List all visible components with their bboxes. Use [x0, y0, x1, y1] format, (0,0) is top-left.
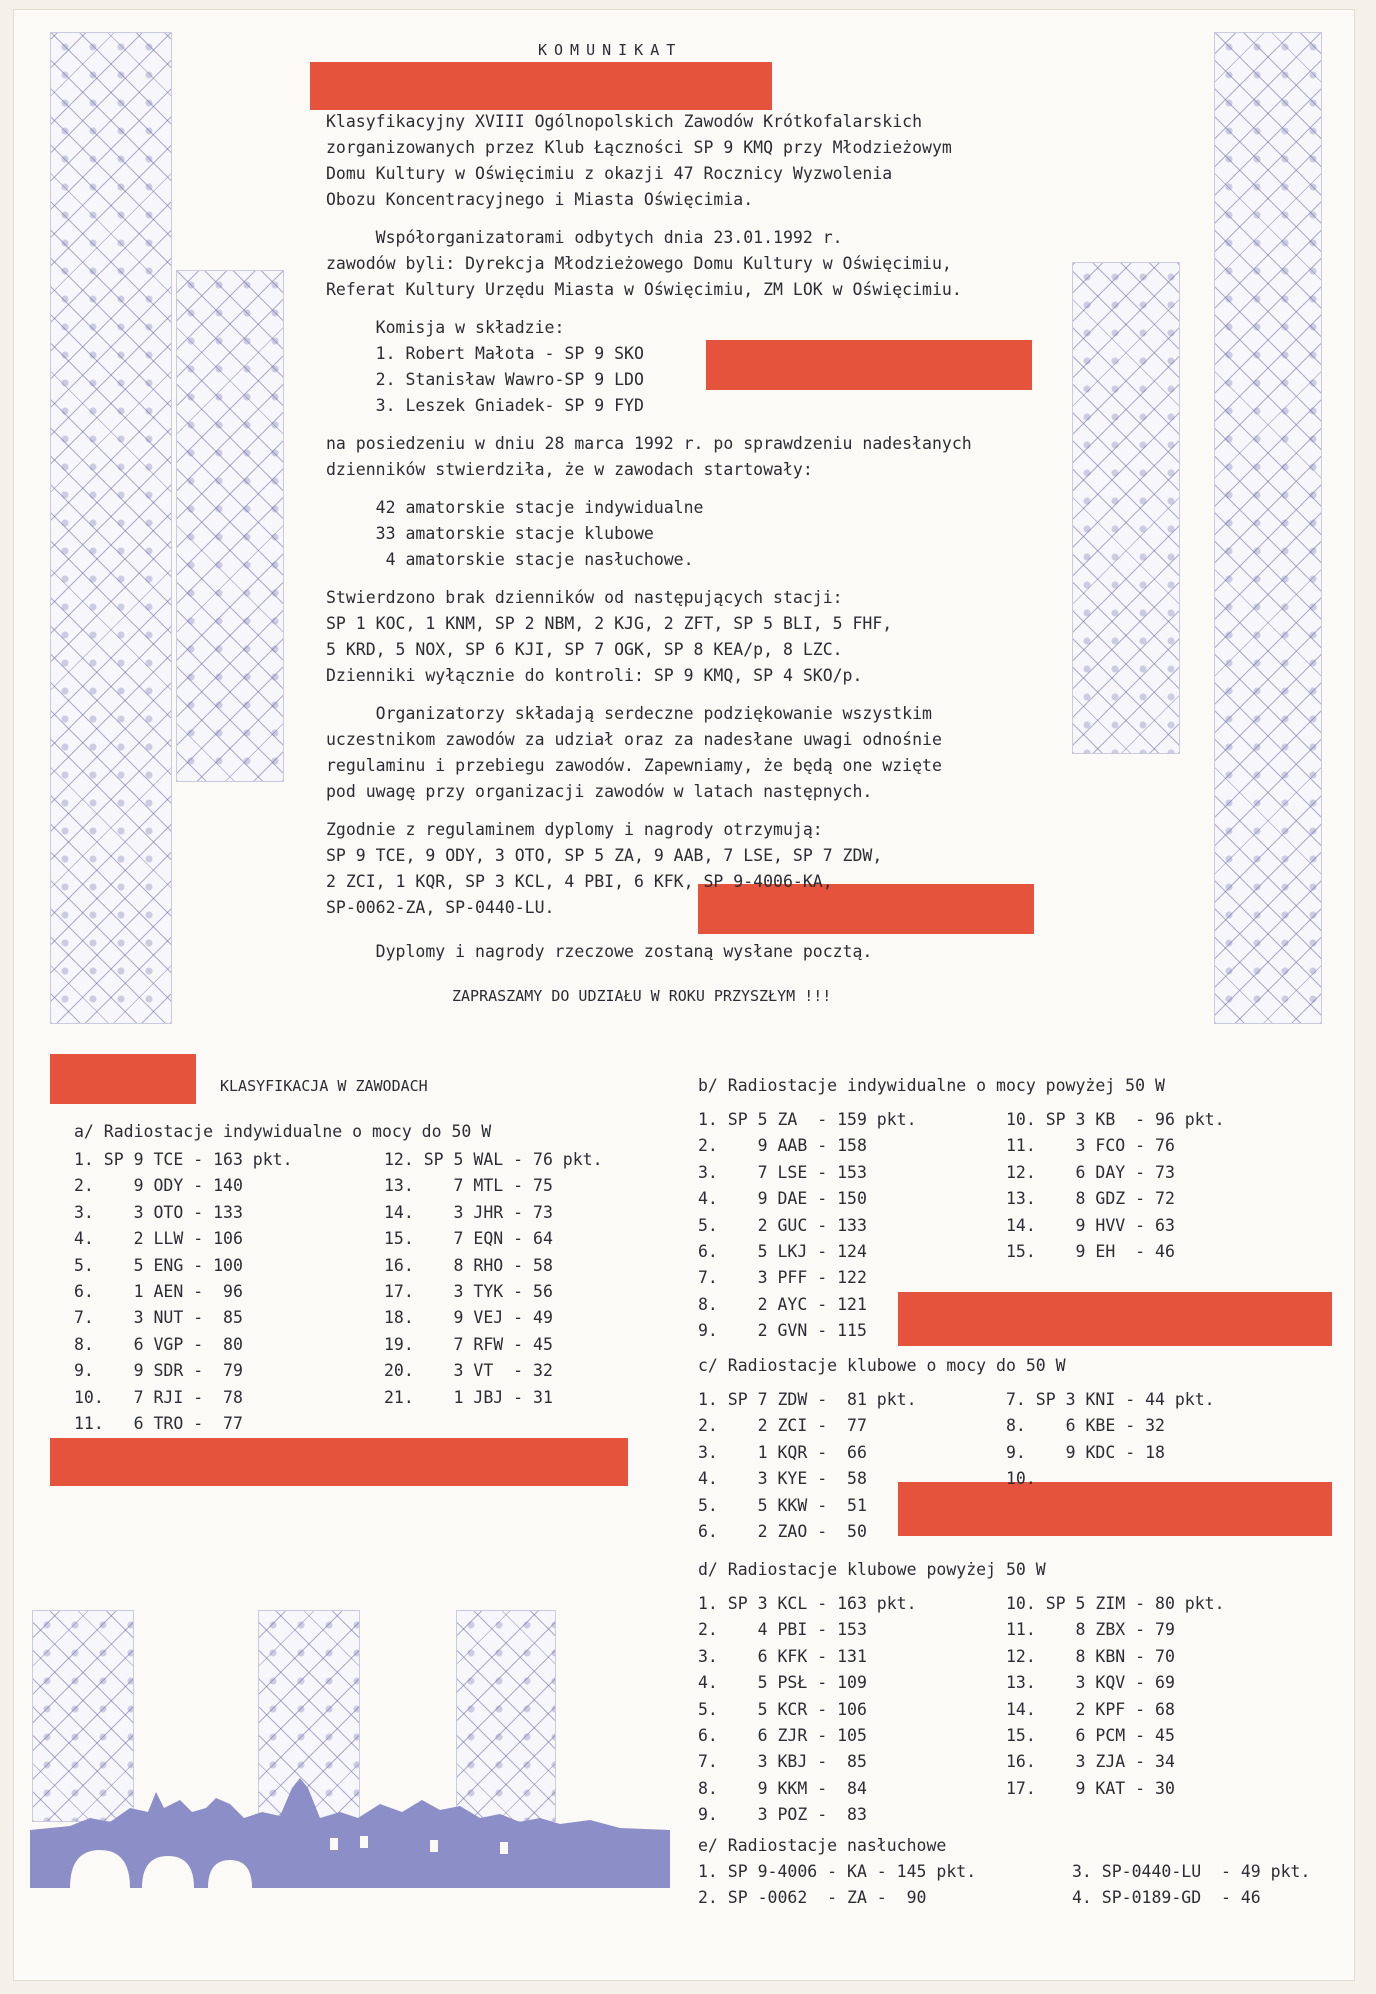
redaction-bar-2 — [706, 340, 1032, 390]
ranking-entry: 5. 2 GUC - 133 — [698, 1215, 867, 1235]
ranking-entry: 5. 5 ENG - 100 — [74, 1255, 243, 1275]
section-c-heading: c/ Radiostacje klubowe o mocy do 50 W — [698, 1356, 1066, 1375]
commission-line-2: 1. Robert Małota - SP 9 SKO — [326, 344, 644, 363]
intro-line-4: Obozu Koncentracyjnego i Miasta Oświęcimia. — [326, 190, 754, 209]
ranking-entry: 15. 7 EQN - 64 — [384, 1229, 553, 1249]
ranking-entry: 9. 9 KDC - 18 — [1006, 1442, 1165, 1462]
ranking-entry: 10. SP 3 KB - 96 pkt. — [1006, 1110, 1225, 1129]
ranking-entry: 8. 6 VGP - 80 — [74, 1334, 243, 1354]
ranking-entry: 6. 5 LKJ - 124 — [698, 1242, 867, 1261]
ranking-entry: 17. 9 KAT - 30 — [1006, 1778, 1175, 1798]
awards-line-3: 2 ZCI, 1 KQR, SP 3 KCL, 4 PBI, 6 KFK, SP 9-4006-KA, — [326, 872, 833, 891]
ranking-entry: 13. 8 GDZ - 72 — [1006, 1189, 1175, 1209]
thanks-line-3: regulaminu i przebiegu zawodów. Zapewniamy, że będą one wzięte — [326, 756, 942, 775]
ranking-entry: 3. 6 KFK - 131 — [698, 1646, 867, 1666]
ranking-entry: 2. 4 PBI - 153 — [698, 1620, 867, 1640]
ranking-entry: 10. SP 5 ZIM - 80 pkt. — [1006, 1594, 1225, 1613]
missing-line-1: Stwierdzono brak dzienników od następujących stacji: — [326, 588, 843, 607]
section-d-heading: d/ Radiostacje klubowe powyżej 50 W — [698, 1560, 1046, 1579]
redaction-bar-7 — [898, 1482, 1332, 1536]
invite-line: ZAPRASZAMY DO UDZIAŁU W ROKU PRZYSZŁYM !!! — [452, 987, 832, 1005]
redaction-bar-4 — [50, 1054, 196, 1104]
ranking-entry: 1. SP 9-4006 - KA - 145 pkt. — [698, 1862, 977, 1881]
ranking-entry: 6. 1 AEN - 96 — [74, 1282, 243, 1301]
ranking-entry: 21. 1 JBJ - 31 — [384, 1387, 553, 1407]
ranking-entry: 5. 5 KKW - 51 — [698, 1495, 867, 1515]
ranking-entry: 7. 3 NUT - 85 — [74, 1308, 243, 1328]
ranking-entry: 3. SP-0440-LU - 49 pkt. — [1072, 1862, 1311, 1881]
ranking-entry: 7. 3 KBJ - 85 — [698, 1752, 867, 1772]
ranking-entry: 4. 5 PSŁ - 109 — [698, 1673, 867, 1693]
awards-line-2: SP 9 TCE, 9 ODY, 3 OTO, SP 5 ZA, 9 AAB, 7 LSE, SP 7 ZDW, — [326, 846, 883, 865]
ranking-entry: 6. 6 ZJR - 105 — [698, 1726, 867, 1745]
ranking-entry: 18. 9 VEJ - 49 — [384, 1308, 553, 1328]
pattern-strip-left — [50, 32, 172, 1024]
thanks-line-2: uczestnikom zawodów za udział oraz za nadesłane uwagi odnośnie — [326, 730, 942, 749]
commission-line-4: 3. Leszek Gniadek- SP 9 FYD — [326, 396, 644, 415]
stations-line-1: 42 amatorskie stacje indywidualne — [326, 498, 704, 517]
ranking-entry: 9. 3 POZ - 83 — [698, 1805, 867, 1825]
ranking-entry: 9. 9 SDR - 79 — [74, 1361, 243, 1381]
ranking-entry: 13. 7 MTL - 75 — [384, 1176, 553, 1196]
ranking-entry: 4. SP-0189-GD - 46 — [1072, 1888, 1261, 1908]
section-b-heading: b/ Radiostacje indywidualne o mocy powyżej 50 W — [698, 1076, 1165, 1095]
ranking-entry: 2. 2 ZCI - 77 — [698, 1416, 867, 1436]
ranking-entry: 3. 1 KQR - 66 — [698, 1442, 867, 1462]
ranking-entry: 19. 7 RFW - 45 — [384, 1334, 553, 1354]
ranking-entry: 11. 8 ZBX - 79 — [1006, 1620, 1175, 1640]
section-e-heading: e/ Radiostacje nasłuchowe — [698, 1836, 947, 1855]
redaction-bar-6 — [50, 1438, 628, 1486]
commission-line-3: 2. Stanisław Wawro-SP 9 LDO — [326, 370, 644, 389]
intro-line-2: zorganizowanych przez Klub Łączności SP 9 KMQ przy Młodzieżowym — [326, 138, 952, 157]
coorg-line-3: Referat Kultury Urzędu Miasta w Oświęcimiu, ZM LOK w Oświęcimiu. — [326, 280, 962, 299]
ranking-entry: 10. — [1006, 1469, 1036, 1489]
ranking-entry: 16. 8 RHO - 58 — [384, 1255, 553, 1275]
ranking-entry: 2. 9 ODY - 140 — [74, 1176, 243, 1196]
pattern-strip-right-inner — [1072, 262, 1180, 754]
thanks-line-4: pod uwagę przy organizacji zawodów w latach następnych. — [326, 782, 873, 801]
ranking-entry: 8. 9 KKM - 84 — [698, 1778, 867, 1798]
redaction-bar-5 — [898, 1292, 1332, 1346]
awards-line-1: Zgodnie z regulaminem dyplomy i nagrody otrzymują: — [326, 820, 823, 839]
ranking-entry: 11. 6 TRO - 77 — [74, 1414, 243, 1433]
ranking-entry: 15. 9 EH - 46 — [1006, 1242, 1175, 1261]
pattern-strip-right — [1214, 32, 1322, 1024]
ranking-entry: 2. SP -0062 - ZA - 90 — [698, 1888, 927, 1908]
city-skyline-stamp — [30, 1778, 670, 1888]
ranking-entry: 9. 2 GVN - 115 — [698, 1321, 867, 1341]
missing-line-4: Dzienniki wyłącznie do kontroli: SP 9 KMQ, SP 4 SKO/p. — [326, 666, 863, 685]
document-page — [14, 10, 1354, 1980]
ranking-entry: 20. 3 VT - 32 — [384, 1361, 553, 1381]
stations-line-2: 33 amatorskie stacje klubowe — [326, 524, 654, 543]
intro-line-1: Klasyfikacyjny XVIII Ogólnopolskich Zawodów Krótkofalarskich — [326, 112, 923, 131]
ranking-entry: 1. SP 5 ZA - 159 pkt. — [698, 1110, 917, 1129]
ranking-entry: 14. 9 HVV - 63 — [1006, 1215, 1175, 1235]
redaction-bar-1 — [310, 62, 772, 110]
session-line-2: dzienników stwierdziła, że w zawodach startowały: — [326, 460, 813, 479]
stations-line-3: 4 amatorskie stacje nasłuchowe. — [326, 550, 694, 569]
page-title: KOMUNIKAT — [538, 41, 683, 59]
ranking-entry: 12. SP 5 WAL - 76 pkt. — [384, 1150, 603, 1169]
missing-line-2: SP 1 KOC, 1 KNM, SP 2 NBM, 2 KJG, 2 ZFT, SP 5 BLI, 5 FHF, — [326, 614, 893, 633]
awards-line-4: SP-0062-ZA, SP-0440-LU. — [326, 898, 555, 917]
ranking-entry: 1. SP 7 ZDW - 81 pkt. — [698, 1390, 917, 1409]
ranking-entry: 8. 2 AYC - 121 — [698, 1294, 867, 1314]
coorg-line-2: zawodów byli: Dyrekcja Młodzieżowego Domu Kultury w Oświęcimiu, — [326, 254, 952, 273]
ranking-entry: 5. 5 KCR - 106 — [698, 1699, 867, 1719]
ranking-entry: 4. 9 DAE - 150 — [698, 1189, 867, 1209]
ranking-entry: 7. 3 PFF - 122 — [698, 1268, 867, 1288]
missing-line-3: 5 KRD, 5 NOX, SP 6 KJI, SP 7 OGK, SP 8 KEA/p, 8 LZC. — [326, 640, 843, 659]
pattern-strip-left-inner — [176, 270, 284, 782]
ranking-entry: 14. 3 JHR - 73 — [384, 1202, 553, 1222]
ranking-entry: 2. 9 AAB - 158 — [698, 1136, 867, 1156]
section-a-heading: a/ Radiostacje indywidualne o mocy do 50 W — [74, 1122, 492, 1141]
classification-title: KLASYFIKACJA W ZAWODACH — [220, 1077, 428, 1095]
ranking-entry: 12. 6 DAY - 73 — [1006, 1162, 1175, 1182]
ranking-entry: 1. SP 9 TCE - 163 pkt. — [74, 1150, 293, 1169]
ranking-entry: 14. 2 KPF - 68 — [1006, 1699, 1175, 1719]
coorg-line-1: Współorganizatorami odbytych dnia 23.01.1992 r. — [326, 228, 843, 247]
ranking-entry: 6. 2 ZAO - 50 — [698, 1522, 867, 1541]
ranking-entry: 10. 7 RJI - 78 — [74, 1387, 243, 1407]
ranking-entry: 4. 3 KYE - 58 — [698, 1469, 867, 1489]
commission-line-1: Komisja w składzie: — [326, 318, 565, 337]
session-line-1: na posiedzeniu w dniu 28 marca 1992 r. po sprawdzeniu nadesłanych — [326, 434, 972, 453]
ranking-entry: 8. 6 KBE - 32 — [1006, 1416, 1165, 1436]
thanks-line-1: Organizatorzy składają serdeczne podziękowanie wszystkim — [326, 704, 932, 723]
ranking-entry: 3. 7 LSE - 153 — [698, 1162, 867, 1182]
ranking-entry: 7. SP 3 KNI - 44 pkt. — [1006, 1390, 1215, 1409]
ranking-entry: 17. 3 TYK - 56 — [384, 1282, 553, 1301]
ranking-entry: 11. 3 FCO - 76 — [1006, 1136, 1175, 1156]
ranking-entry: 13. 3 KQV - 69 — [1006, 1673, 1175, 1693]
ranking-entry: 16. 3 ZJA - 34 — [1006, 1752, 1175, 1772]
ranking-entry: 12. 8 KBN - 70 — [1006, 1646, 1175, 1666]
ranking-entry: 4. 2 LLW - 106 — [74, 1229, 243, 1249]
intro-line-3: Domu Kultury w Oświęcimiu z okazji 47 Rocznicy Wyzwolenia — [326, 164, 893, 183]
ranking-entry: 3. 3 OTO - 133 — [74, 1202, 243, 1222]
ranking-entry: 1. SP 3 KCL - 163 pkt. — [698, 1594, 917, 1613]
ranking-entry: 15. 6 PCM - 45 — [1006, 1726, 1175, 1745]
mail-line: Dyplomy i nagrody rzeczowe zostaną wysłane pocztą. — [326, 942, 873, 961]
